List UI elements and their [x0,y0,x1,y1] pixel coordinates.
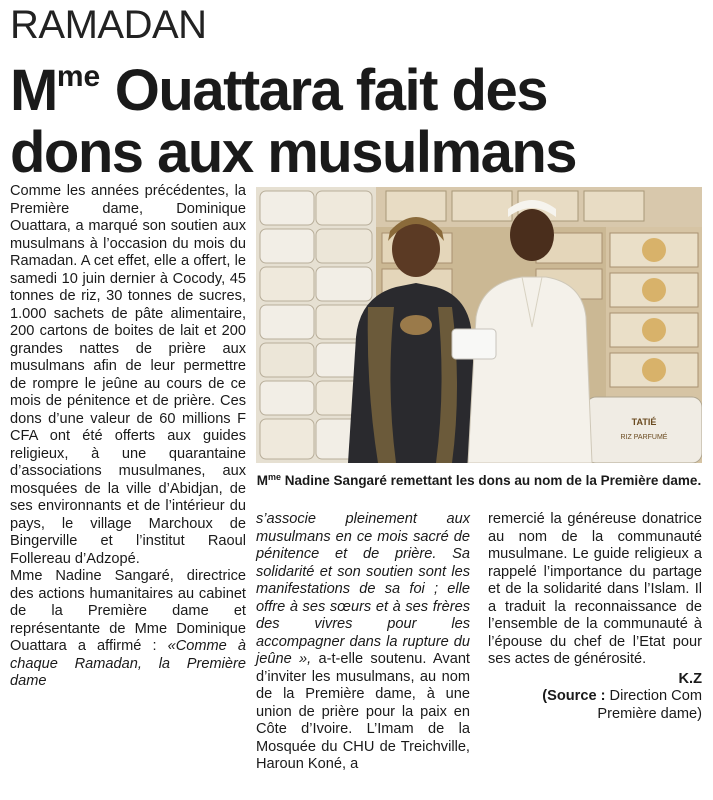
source-text: Direction Com Première dame) [597,688,702,722]
paragraph-statement [10,568,246,691]
bag-label: TATIÉ [631,417,657,427]
paragraph-closing: remercié la généreuse donatrice au nom de la communauté musulmane. Le guide religieux a rappelé l’importance du partage et de la solidarité dans l’Islam. Il a traduit la reconnaissance de l’ensemble de la communauté à l’épouse du chef de l’Etat pour ses actes de générosité. [488,511,702,667]
author-signature: K.Z [678,670,702,687]
quote-rest: s’associe pleinement aux musulmans en ce mois sacré de pénitence et de prière. Sa solidarité et son soutien sont les manifestations de sa foi ; elle offre à ses sœurs et à ses frères des vivres pour les accompagner dans la rupture du jeûne », [256,511,470,667]
headline [10,46,710,184]
section-kicker: RAMADAN [10,3,207,47]
paragraph-intro: Comme les années précédentes, la Première dame, Dominique Ouattara, a marqué son soutien aux musulmans à l’occasion du mois du Ramadan. A cet effet, elle a offert, le samedi 10 juin dernier à Cocody, 45 tonnes de riz, 30 tonnes de sucres, 1.000 sachets de pâte alimentaire, 200 cartons de boites de lait et 200 grandes nattes de prière aux musulmans afin de leur permettre de rompre le jeûne au cours de ce mois de pénitence et de prière. Ces dons d’une valeur de 60 millions F CFA ont été offerts aux guides religieux, à une quarantaine d’associations musulmanes, aux mosquées de la ville d’Abidjan, de ses environnants et de l’intérieur du pays, le village Marchoux de Bingerville et l’institut Raoul Follereau d’Adzopé. [10,183,246,567]
quote-start: «Comme à chaque Ramadan, la Première dame [10,638,246,689]
headline-prefix: M [10,58,57,123]
article-column-1 [10,183,246,691]
headline-superscript: me [56,60,101,93]
source-label: (Source : [542,688,606,704]
statement-text: Mme Nadine Sangaré, directrice des actions humanitaires au cabinet de la Première dame et représentante de Mme Dominique Ouattara a affirmé : [10,568,246,654]
headline-line2: dons aux musulmans [10,120,577,185]
source-credit [488,688,702,723]
article-photo [256,187,702,463]
article-column-3 [488,511,702,723]
caption-text: Nadine Sangaré remettant les dons au nom de la Première dame. [281,473,702,488]
caption-prefix: M [256,473,269,488]
bag-label-small: RIZ PARFUMÉ [620,434,668,441]
after-quote-text: a-t-elle soutenu. Avant d’inviter les musulmans, au nom de la Première dame, à une union de prière pour la paix en Côte d’Ivoire. L’Imam de la Mosquée du CHU de Treichville, Haroun Koné, a [256,651,470,772]
photo-caption [256,469,702,489]
headline-line1: Ouattara fait des [100,58,547,123]
photo-illustration [256,187,702,463]
caption-superscript: me [268,472,282,482]
article-column-2 [256,511,470,774]
paragraph-quote [256,511,470,774]
